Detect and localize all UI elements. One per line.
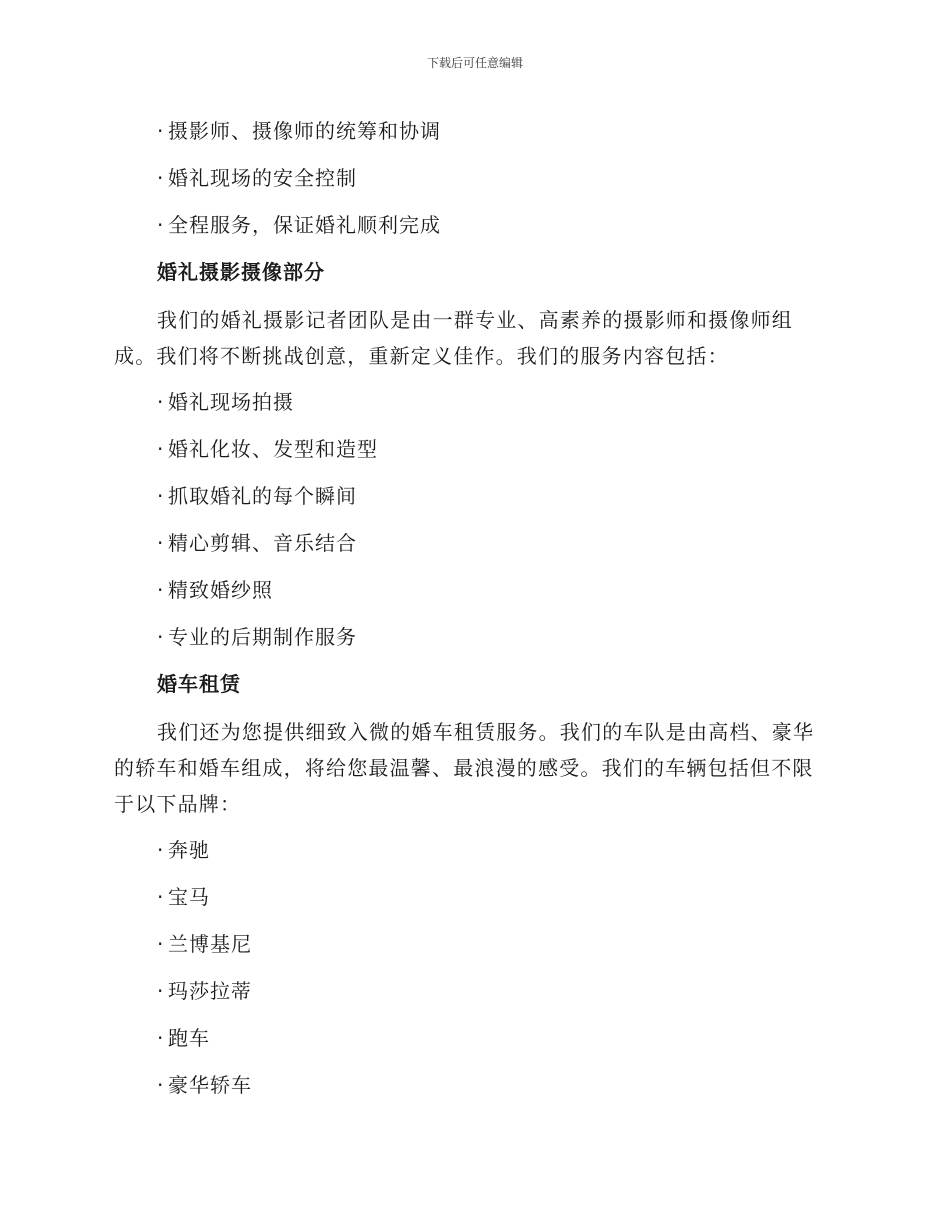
list-item [114,567,834,614]
list-item [114,155,834,202]
bullet-icon: · [157,213,165,237]
list-item [114,968,834,1015]
bullet-icon: · [157,578,165,602]
bullet-icon: · [157,437,165,461]
list-item [114,202,834,249]
list-item [114,874,834,921]
bullet-icon: · [157,625,165,649]
bullet-icon: · [157,531,165,555]
list-item-text: 精致婚纱照 [168,578,273,602]
paragraph-photography: 我们的婚礼摄影记者团队是由一群专业、高素养的摄影师和摄像师组成。我们将不断挑战创意，重新定义佳作。我们的服务内容包括： [114,308,793,368]
bullet-icon: · [157,119,165,143]
list-item-text: 专业的后期制作服务 [168,625,357,649]
list-item [114,473,834,520]
list-item [114,921,834,968]
list-item [114,827,834,874]
list-item-text: 摄影师、摄像师的统筹和协调 [168,119,441,143]
paragraph-car-rental: 我们还为您提供细致入微的婚车租赁服务。我们的车队是由高档、豪华的轿车和婚车组成，将给您最温馨、最浪漫的感受。我们的车辆包括但不限于以下品牌： [114,720,815,816]
bullet-icon: · [157,166,165,190]
list-item-text: 豪华轿车 [168,1073,252,1097]
section-heading-photography: 婚礼摄影摄像部分 [157,260,325,284]
bullet-icon: · [157,1073,165,1097]
list-item [114,520,834,567]
list-item [114,108,834,155]
list-item [114,614,834,661]
list-item-text: 奔驰 [168,838,210,862]
list-item [114,379,834,426]
list-item-text: 婚礼化妆、发型和造型 [168,437,378,461]
bullet-icon: · [157,1026,165,1050]
document-body [114,108,834,1109]
list-item-text: 跑车 [168,1026,210,1050]
bullet-icon: · [157,979,165,1003]
section-heading-car-rental: 婚车租赁 [157,672,241,696]
list-item-text: 宝马 [168,885,210,909]
list-item [114,1062,834,1109]
bullet-icon: · [157,885,165,909]
list-item-text: 兰博基尼 [168,932,252,956]
bullet-icon: · [157,390,165,414]
bullet-icon: · [157,484,165,508]
list-item-text: 抓取婚礼的每个瞬间 [168,484,357,508]
page-header: 下载后可任意编辑 [426,56,523,70]
bullet-icon: · [157,838,165,862]
bullet-icon: · [157,932,165,956]
list-item-text: 精心剪辑、音乐结合 [168,531,357,555]
list-item [114,426,834,473]
list-item-text: 玛莎拉蒂 [168,979,252,1003]
list-item-text: 婚礼现场的安全控制 [168,166,357,190]
list-item-text: 婚礼现场拍摄 [168,390,294,414]
list-item-text: 全程服务，保证婚礼顺利完成 [168,213,441,237]
list-item [114,1015,834,1062]
